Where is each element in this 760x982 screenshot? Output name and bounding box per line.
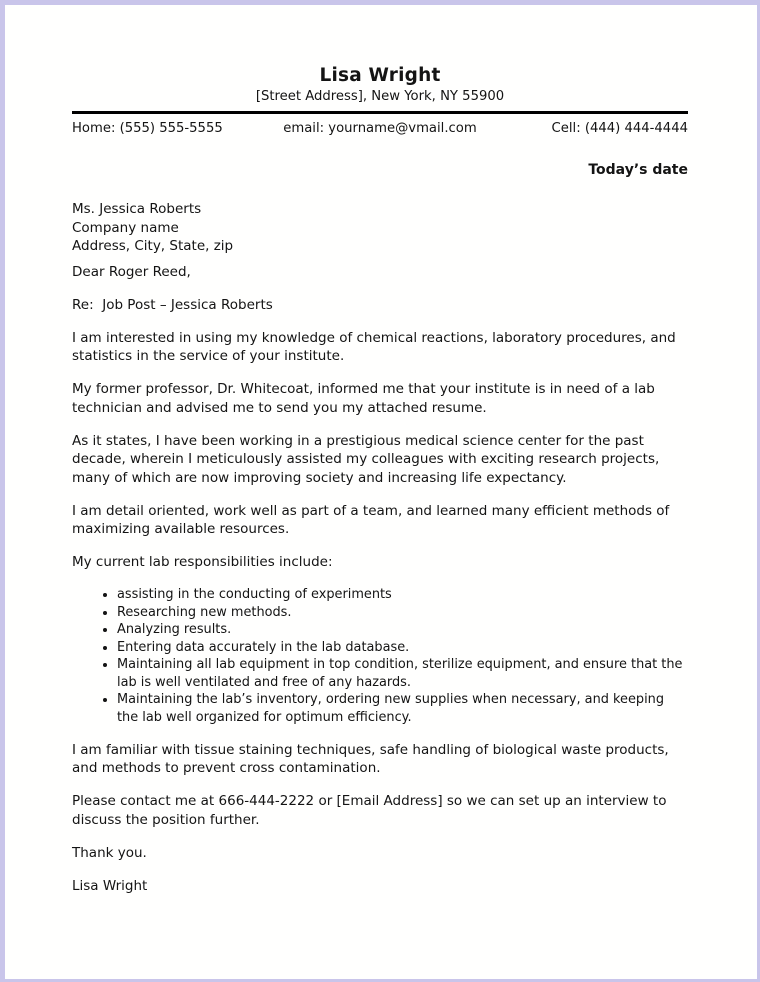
list-item: • Maintaining the lab’s inventory, ordering new supplies when necessary, and keeping the lab well organized for optimum efficiency. [117, 691, 688, 726]
letter-body [72, 200, 688, 895]
recipient-line: Ms. Jessica Roberts [72, 201, 202, 217]
contact-cell: Cell: (444) 444-4444 [551, 121, 688, 136]
recipient-block [72, 200, 688, 256]
subject-line: Re: Job Post – Jessica Roberts [72, 296, 273, 313]
contact-email: email: yourname@vmail.com [283, 121, 477, 136]
contact-row [72, 121, 688, 136]
list-item: • assisting in the conducting of experiments [117, 586, 688, 604]
salutation: Dear Roger Reed, [72, 263, 191, 280]
responsibilities-list [72, 586, 688, 726]
paragraph: My former professor, Dr. Whitecoat, informed me that your institute is in need of a lab technician and advised me to send you my attached resume. [72, 381, 660, 416]
signature-block [72, 844, 688, 896]
list-item: • Maintaining all lab equipment in top condition, sterilize equipment, and ensure that the lab is well ventilated and free of any hazards. [117, 656, 688, 691]
paragraph: As it states, I have been working in a prestigious medical science center for the past decade, wherein I meticulously assisted my colleagues with exciting research projects, many of which are now improving society and increasing life expectancy. [72, 432, 664, 486]
closing-paragraph: I am familiar with tissue staining techniques, safe handling of biological waste products, and methods to prevent cross contamination. [72, 741, 673, 776]
paragraph: I am interested in using my knowledge of chemical reactions, laboratory procedures, and statistics in the service of your institute. [72, 329, 681, 364]
signature: Lisa Wright [72, 877, 148, 894]
contact-home: Home: (555) 555-5555 [72, 121, 223, 136]
paragraph: I am detail oriented, work well as part of a team, and learned many efficient methods of maximizing available resources. [72, 502, 674, 537]
recipient-line: Company name [72, 219, 179, 236]
list-item: • Analyzing results. [117, 621, 688, 639]
letter-header [72, 65, 688, 136]
list-item: • Researching new methods. [117, 604, 688, 622]
sender-address: [Street Address], New York, NY 55900 [255, 89, 505, 104]
list-item: • Entering data accurately in the lab database. [117, 639, 688, 657]
recipient-line: Address, City, State, zip [72, 238, 234, 254]
responsibilities-intro: My current lab responsibilities include: [72, 554, 333, 570]
header-rule [72, 111, 688, 114]
closing-paragraph: Please contact me at 666-444-2222 or [Email Address] so we can set up an interview to discuss the position further. [72, 793, 671, 828]
sender-name: Lisa Wright [319, 65, 441, 86]
date-line: Today’s date [588, 162, 688, 178]
thank-you: Thank you. [72, 844, 147, 861]
